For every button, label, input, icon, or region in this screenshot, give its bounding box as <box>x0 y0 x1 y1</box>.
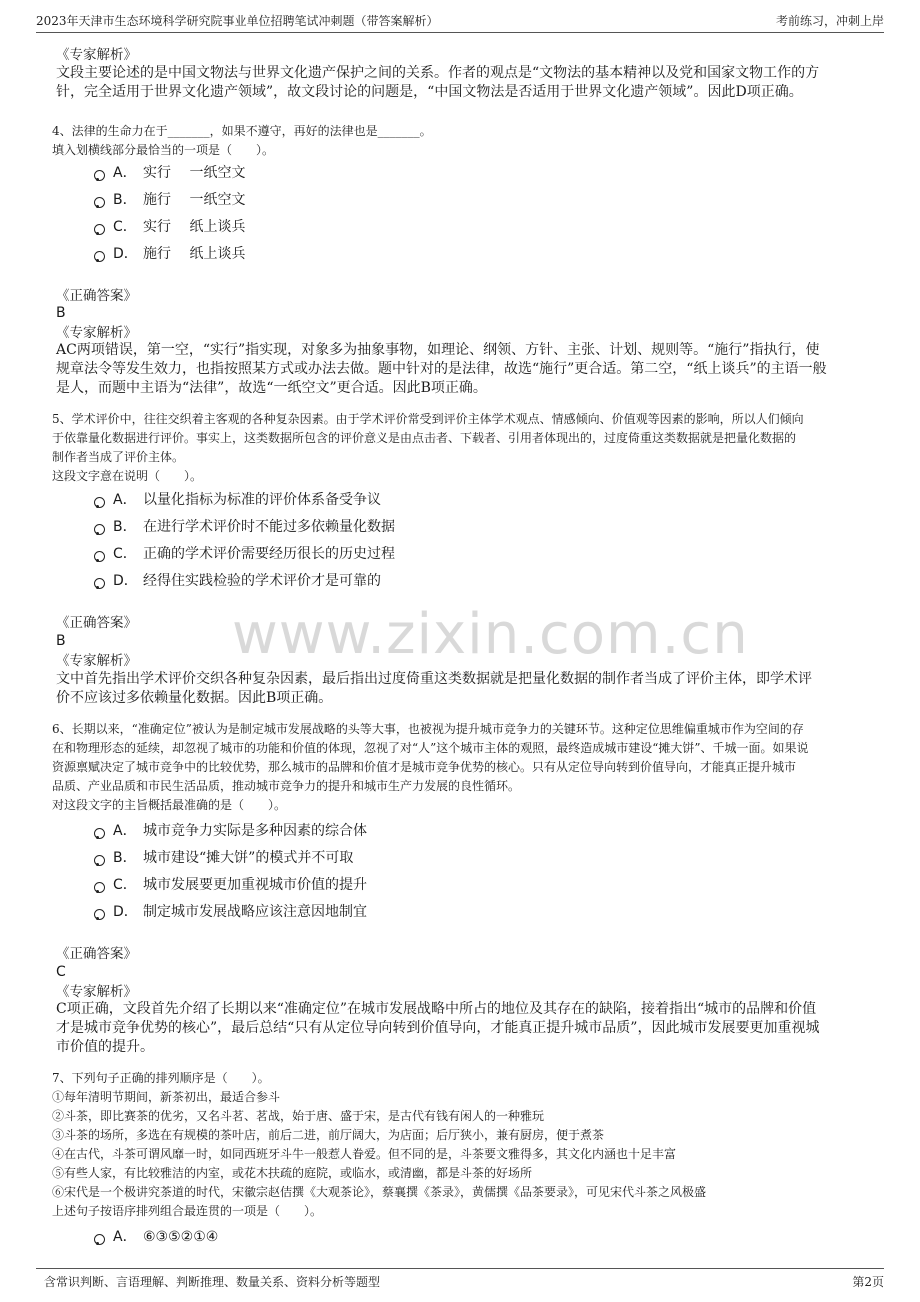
stem-line: 于依靠量化数据进行评价。事实上，这类数据所包含的评价意义是由点击者、下载者、引用者体现出的，过度倚重这类数据就是把量化数据的 <box>52 431 797 445</box>
option-letter: B． <box>113 519 137 535</box>
option-d[interactable] <box>94 245 245 263</box>
option-a[interactable] <box>94 164 245 182</box>
correct-answer-label: 《正确答案》 <box>56 615 137 631</box>
page-header <box>36 10 884 33</box>
option-b[interactable] <box>94 849 353 867</box>
question-stem <box>52 1069 868 1221</box>
correct-answer: B <box>56 305 66 321</box>
option-text: 施行 纸上谈兵 <box>143 246 246 262</box>
option-text: 实行 纸上谈兵 <box>143 219 246 235</box>
stem-line: 制作者当成了评价主体。 <box>52 450 185 464</box>
analysis-line: 市价值的提升。 <box>56 1039 154 1055</box>
analysis-line: 才是城市竞争优势的核心”，最后总结“只有从定位导向转到价值导向，才能真正提升城市品质”，因此城市发展要更加重视城 <box>56 1020 820 1036</box>
correct-answer-label: 《正确答案》 <box>56 946 137 962</box>
radio-icon[interactable] <box>94 882 105 893</box>
expert-analysis-label: 《专家解析》 <box>56 653 137 669</box>
document-title: 2023年天津市生态环境科学研究院事业单位招聘笔试冲刺题（带答案解析） <box>36 14 439 28</box>
stem-line: 5、学术评价中，往往交织着主客观的各种复杂因素。由于学术评价常受到评价主体学术观点、情感倾向、价值观等因素的影响，所以人们倾向 <box>52 412 804 426</box>
analysis-line: 文中首先指出学术评价交织各种复杂因素，最后指出过度倚重这类数据就是把量化数据的制作者当成了评价主体，即学术评 <box>56 671 812 687</box>
expert-analysis-text <box>56 1000 868 1057</box>
header-tagline: 考前练习，冲刺上岸 <box>775 14 884 28</box>
question-stem <box>52 720 868 815</box>
option-text: 以量化指标为标准的评价体系备受争议 <box>143 492 381 508</box>
stem-line: 4、法律的生命力在于_______，如果不遵守，再好的法律也是_______。 <box>52 124 432 138</box>
correct-answer: C <box>56 964 66 980</box>
option-d[interactable] <box>94 572 381 590</box>
option-text: ⑥③⑤②①④ <box>143 1229 219 1245</box>
expert-analysis-label: 《专家解析》 <box>56 325 137 341</box>
radio-icon[interactable] <box>94 224 105 235</box>
option-d[interactable] <box>94 903 367 921</box>
stem-line: ⑥宋代是一个极讲究茶道的时代，宋徽宗赵佶撰《大观茶论》，蔡襄撰《茶录》，黄儒撰《品茶要录》，可见宋代斗茶之风极盛 <box>52 1185 707 1199</box>
watermark: www.zixin.com.cn <box>232 602 749 667</box>
option-text: 实行 一纸空文 <box>143 165 246 181</box>
radio-icon[interactable] <box>94 524 105 535</box>
option-letter: B． <box>113 850 137 866</box>
option-letter: C． <box>113 877 137 893</box>
analysis-line: C项正确，文段首先介绍了长期以来“准确定位”在城市发展战略中所占的地位及其存在的缺陷，接着指出“城市的品牌和价值 <box>56 1001 817 1017</box>
analysis-line: 针，完全适用于世界文化遗产领域”，故文段讨论的问题是，“中国文物法是否适用于世界文化遗产领域”。因此D项正确。 <box>56 84 803 100</box>
radio-icon[interactable] <box>94 497 105 508</box>
analysis-line: 文段主要论述的是中国文物法与世界文化遗产保护之间的关系。作者的观点是“文物法的基本精神以及党和国家文物工作的方 <box>56 65 820 81</box>
option-letter: B． <box>113 192 137 208</box>
option-letter: C． <box>113 546 137 562</box>
expert-analysis-text <box>56 64 868 102</box>
option-letter: A． <box>113 165 137 181</box>
radio-icon[interactable] <box>94 1234 105 1245</box>
analysis-line: AC两项错误，第一空，“实行”指实现，对象多为抽象事物，如理论、纲领、方针、主张、计划、规则等。“施行”指执行，使 <box>56 342 820 358</box>
option-letter: D． <box>113 904 138 920</box>
stem-line: 资源禀赋决定了城市竞争中的比较优势，那么城市的品牌和价值才是城市竞争优势的核心。只有从定位导向转到价值导向，才能真正提升城市 <box>52 760 797 774</box>
footer-categories: 含常识判断、言语理解、判断推理、数量关系、资料分析等题型 <box>44 1275 381 1289</box>
stem-line: ①每年清明节期间，新茶初出，最适合参斗 <box>52 1090 281 1104</box>
option-text: 城市竞争力实际是多种因素的综合体 <box>143 823 367 839</box>
radio-icon[interactable] <box>94 909 105 920</box>
stem-line: 在和物理形态的延续，却忽视了城市的功能和价值的体现，忽视了对“人”这个城市主体的观照，最终造成城市建设“摊大饼”、千城一面。如果说 <box>52 741 809 755</box>
analysis-line: 价不应该过多依赖量化数据。因此B项正确。 <box>56 690 333 706</box>
radio-icon[interactable] <box>94 828 105 839</box>
expert-analysis-text <box>56 670 868 708</box>
stem-line: 6、长期以来，“准确定位”被认为是制定城市发展战略的头等大事，也被视为提升城市竞争力的关键环节。这种定位思维偏重城市作为空间的存 <box>52 722 804 736</box>
option-a[interactable] <box>94 1228 218 1246</box>
stem-line: 对这段文字的主旨概括最准确的是（ ）。 <box>52 798 287 812</box>
option-letter: A． <box>113 492 137 508</box>
radio-icon[interactable] <box>94 855 105 866</box>
option-text: 经得住实践检验的学术评价才是可靠的 <box>143 573 381 589</box>
stem-line: 7、下列句子正确的排列顺序是（ ）。 <box>52 1071 270 1085</box>
stem-line: 填入划横线部分最恰当的一项是（ ）。 <box>52 143 275 157</box>
stem-line: ③斗茶的场所，多选在有规模的茶叶店，前后二进，前厅阔大，为店面；后厅狭小，兼有厨房，便于煮茶 <box>52 1128 605 1142</box>
option-text: 城市建设“摊大饼”的模式并不可取 <box>143 850 354 866</box>
option-letter: C． <box>113 219 137 235</box>
radio-icon[interactable] <box>94 197 105 208</box>
analysis-line: 是人，而题中主语为“法律”，故选“一纸空文”更合适。因此B项正确。 <box>56 380 487 396</box>
option-letter: A． <box>113 823 137 839</box>
question-stem <box>52 410 868 486</box>
option-letter: D． <box>113 573 138 589</box>
radio-icon[interactable] <box>94 251 105 262</box>
option-letter: D． <box>113 246 138 262</box>
analysis-line: 规章法令等发生效力，也指按照某方式或办法去做。题中针对的是法律，故选“施行”更合适。第二空，“纸上谈兵”的主语一般 <box>56 361 827 377</box>
option-text: 制定城市发展战略应该注意因地制宜 <box>143 904 367 920</box>
page-footer <box>36 1268 884 1293</box>
radio-icon[interactable] <box>94 551 105 562</box>
option-text: 正确的学术评价需要经历很长的历史过程 <box>143 546 395 562</box>
stem-line: ⑤有些人家，有比较雅洁的内室，或花木扶疏的庭院，或临水，或清幽，都是斗茶的好场所 <box>52 1166 533 1180</box>
stem-line: 品质、产业品质和市民生活品质，推动城市竞争力的提升和城市生产力发展的良性循环。 <box>52 779 521 793</box>
option-b[interactable] <box>94 518 395 536</box>
option-a[interactable] <box>94 822 367 840</box>
option-c[interactable] <box>94 218 245 236</box>
option-b[interactable] <box>94 191 245 209</box>
expert-analysis-label: 《专家解析》 <box>56 984 137 1000</box>
correct-answer-label: 《正确答案》 <box>56 288 137 304</box>
option-text: 施行 一纸空文 <box>143 192 246 208</box>
option-c[interactable] <box>94 876 367 894</box>
option-text: 城市发展要更加重视城市价值的提升 <box>143 877 367 893</box>
radio-icon[interactable] <box>94 578 105 589</box>
option-text: 在进行学术评价时不能过多依赖量化数据 <box>143 519 395 535</box>
option-c[interactable] <box>94 545 395 563</box>
radio-icon[interactable] <box>94 170 105 181</box>
option-letter: A． <box>113 1229 137 1245</box>
page-number: 第2页 <box>852 1275 884 1289</box>
stem-line: 上述句子按语序排列组合最连贯的一项是（ ）。 <box>52 1204 323 1218</box>
option-a[interactable] <box>94 491 381 509</box>
stem-line: ②斗茶，即比赛茶的优劣，又名斗茗、茗战，始于唐、盛于宋，是古代有钱有闲人的一种雅玩 <box>52 1109 545 1123</box>
correct-answer: B <box>56 633 66 649</box>
expert-analysis-label: 《专家解析》 <box>56 47 137 63</box>
expert-analysis-text <box>56 341 868 398</box>
question-stem <box>52 122 868 160</box>
stem-line: ④在古代，斗茶可谓风靡一时，如同西班牙斗牛一般惹人眷爱。但不同的是，斗茶要文雅得多，其文化内涵也十足丰富 <box>52 1147 677 1161</box>
stem-line: 这段文字意在说明（ ）。 <box>52 469 203 483</box>
